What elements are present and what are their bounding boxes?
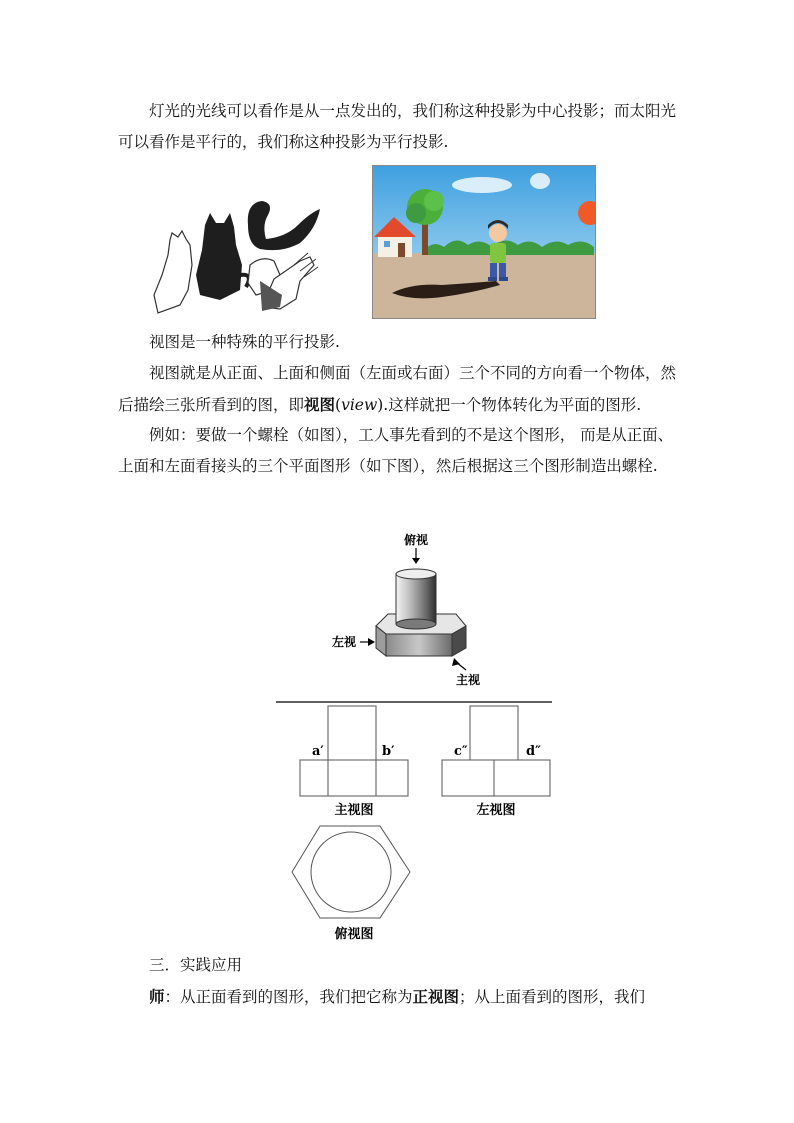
text-segment: ；从上面看到的图形，我们	[459, 988, 646, 1006]
paragraph-projection-intro: 灯光的光线可以看作是从一点发出的，我们称这种投影为中心投影；而太阳光可以看作是平行的，我们称这种投影为平行投影.	[118, 102, 677, 151]
paragraph-bolt-example: 例如：要做一个螺栓（如图），工人事先看到的不是这个图形， 而是从正面、上面和左面看接头的三个平面图形（如下图），然后根据这三个图形制造出螺栓.	[118, 426, 674, 475]
bolt-left-label: 左视	[332, 635, 357, 649]
text-segment: 视图就是从正面、上面和侧面（左面或右面）三个不同的方向看一个物体，然后描绘三张所看到的图，即	[118, 364, 677, 414]
left-view-caption: 左视图	[476, 803, 516, 818]
text-segment: ).这样就把一个物体转化为平面的图形.	[377, 396, 642, 414]
left-view-mark-left: c″	[454, 744, 468, 759]
sunlight-scene-illustration	[372, 165, 596, 319]
front-view-mark-left: a′	[312, 744, 324, 759]
front-view-caption: 主视图	[334, 803, 374, 818]
paragraph-teacher	[118, 981, 678, 1013]
section-title: 三．实践应用	[149, 956, 243, 974]
text-segment: ：从正面看到的图形，我们把它称为	[164, 988, 413, 1006]
bolt-front-label: 主视	[456, 673, 481, 687]
left-view-mark-right: d″	[526, 744, 541, 759]
front-view-mark-right: b′	[382, 744, 395, 759]
speaker-label: 师	[149, 987, 165, 1006]
term-view-english: view	[341, 396, 378, 414]
term-front-view: 正视图	[412, 987, 460, 1006]
paragraph-view-definition: 视图是一种特殊的平行投影.	[149, 333, 340, 351]
three-view-drawings	[270, 698, 560, 946]
paragraph-view-explanation	[118, 358, 678, 421]
bolt-top-label: 俯视	[403, 533, 429, 547]
term-view: 视图	[304, 395, 336, 414]
text-segment: (	[335, 396, 342, 414]
bolt-3d-figure	[330, 530, 490, 690]
top-view-caption: 俯视图	[334, 927, 374, 942]
shadow-puppet-illustration	[150, 195, 330, 317]
